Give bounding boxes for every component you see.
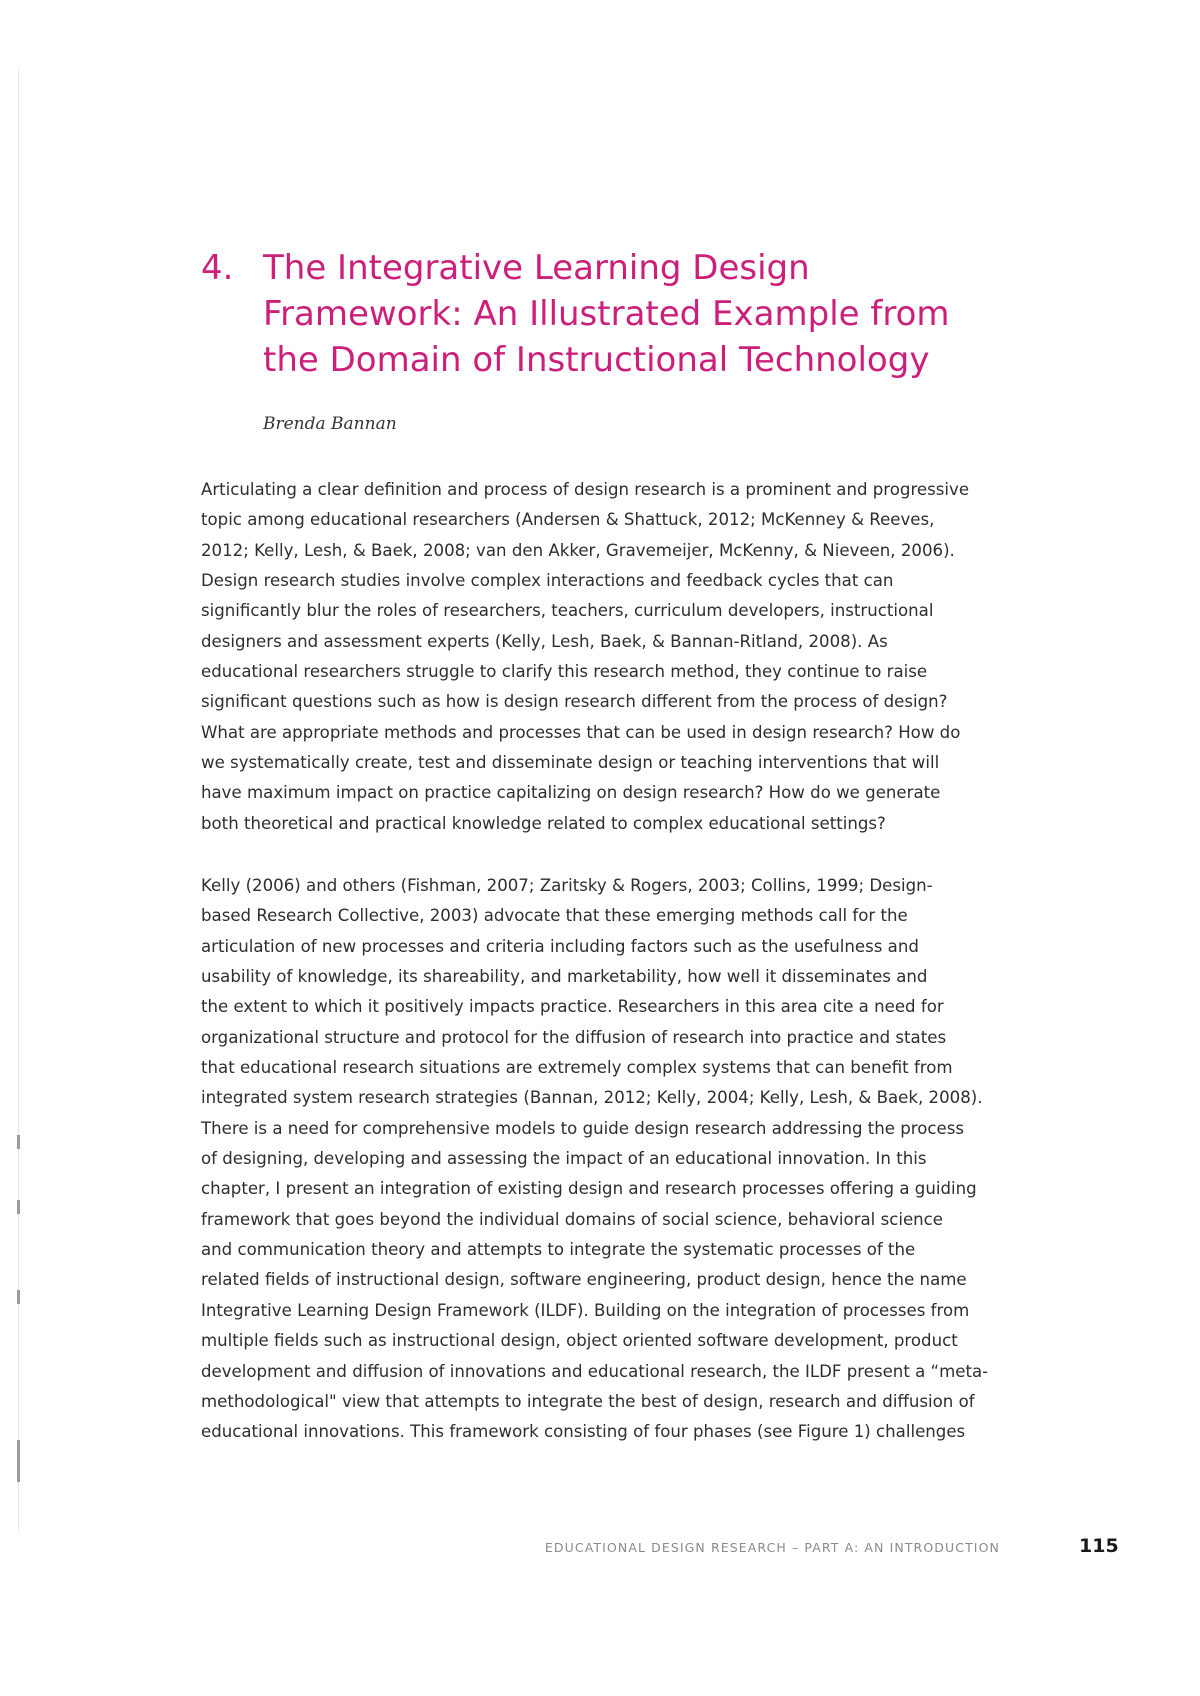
paragraph-line: related fields of instructional design, software engineering, product design, hence the name xyxy=(201,1270,967,1290)
paragraph-line: educational innovations. This framework consisting of four phases (see Figure 1) challenges xyxy=(201,1422,966,1442)
page-edge-line xyxy=(18,70,19,1530)
paragraph-line: significant questions such as how is design research different from the process of design? xyxy=(201,692,948,712)
paragraph-line: integrated system research strategies (Bannan, 2012; Kelly, 2004; Kelly, Lesh, & Baek, 2008). xyxy=(201,1088,983,1108)
page-number: 115 xyxy=(1079,1535,1119,1557)
paragraph-line: articulation of new processes and criteria including factors such as the usefulness and xyxy=(201,936,919,956)
paragraph-line: framework that goes beyond the individual domains of social science, behavioral science xyxy=(201,1209,944,1229)
paragraph-line: we systematically create, test and disseminate design or teaching interventions that will xyxy=(201,753,940,773)
paragraph-line: What are appropriate methods and processes that can be used in design research? How do xyxy=(201,722,961,742)
page-edge-mark xyxy=(17,1290,20,1304)
page-edge-mark xyxy=(17,1200,20,1214)
paragraph-line: development and diffusion of innovations and educational research, the ILDF present a “meta- xyxy=(201,1361,989,1381)
chapter-title xyxy=(263,245,1003,383)
chapter-title-line: The Integrative Learning Design xyxy=(263,248,810,288)
paragraph-line: the extent to which it positively impacts practice. Researchers in this area cite a need for xyxy=(201,997,944,1017)
paragraph-line: There is a need for comprehensive models to guide design research addressing the process xyxy=(201,1118,965,1138)
paragraph-line: 2012; Kelly, Lesh, & Baek, 2008; van den Akker, Gravemeijer, McKenny, & Nieveen, 2006). xyxy=(201,540,955,560)
paragraph-line: organizational structure and protocol for the diffusion of research into practice and states xyxy=(201,1027,947,1047)
chapter-title-line: the Domain of Instructional Technology xyxy=(263,340,930,380)
paragraph-line: have maximum impact on practice capitalizing on design research? How do we generate xyxy=(201,783,941,803)
page-edge-mark xyxy=(17,1440,20,1482)
paragraph-line: methodological" view that attempts to integrate the best of design, research and diffusion of xyxy=(201,1391,975,1411)
paragraph-line: educational researchers struggle to clarify this research method, they continue to raise xyxy=(201,662,928,682)
paragraph-line: usability of knowledge, its shareability, and marketability, how well it disseminates and xyxy=(201,967,928,987)
paragraph-line: and communication theory and attempts to integrate the systematic processes of the xyxy=(201,1240,916,1260)
chapter-number: 4. xyxy=(201,248,234,288)
paragraph-line: both theoretical and practical knowledge related to complex educational settings? xyxy=(201,813,886,833)
paragraph-line: of designing, developing and assessing the impact of an educational innovation. In this xyxy=(201,1149,927,1169)
paragraph-line: chapter, I present an integration of existing design and research processes offering a guiding xyxy=(201,1179,977,1199)
author-name: Brenda Bannan xyxy=(263,414,397,434)
paragraph-line: Design research studies involve complex interactions and feedback cycles that can xyxy=(201,571,894,591)
body-paragraph-1 xyxy=(201,475,1021,839)
paragraph-line: based Research Collective, 2003) advocate that these emerging methods call for the xyxy=(201,906,908,926)
footer-running-title: EDUCATIONAL DESIGN RESEARCH – PART A: AN INTRODUCTION xyxy=(544,1540,1000,1555)
chapter-title-line: Framework: An Illustrated Example from xyxy=(263,294,950,334)
paragraph-line: multiple fields such as instructional design, object oriented software development, product xyxy=(201,1331,958,1351)
paragraph-line: Kelly (2006) and others (Fishman, 2007; Zaritsky & Rogers, 2003; Collins, 1999; Design- xyxy=(201,876,933,895)
page-edge-mark xyxy=(17,1135,20,1149)
paragraph-line: that educational research situations are extremely complex systems that can benefit from xyxy=(201,1058,953,1078)
paragraph-line: topic among educational researchers (Andersen & Shattuck, 2012; McKenney & Reeves, xyxy=(201,510,935,530)
paragraph-line: Integrative Learning Design Framework (ILDF). Building on the integration of processes from xyxy=(201,1300,970,1320)
paragraph-line: significantly blur the roles of researchers, teachers, curriculum developers, instructional xyxy=(201,601,934,621)
body-paragraph-2 xyxy=(201,871,1021,1448)
paragraph-line: Articulating a clear definition and process of design research is a prominent and progressive xyxy=(201,480,970,499)
paragraph-line: designers and assessment experts (Kelly, Lesh, Baek, & Bannan-Ritland, 2008). As xyxy=(201,631,888,651)
